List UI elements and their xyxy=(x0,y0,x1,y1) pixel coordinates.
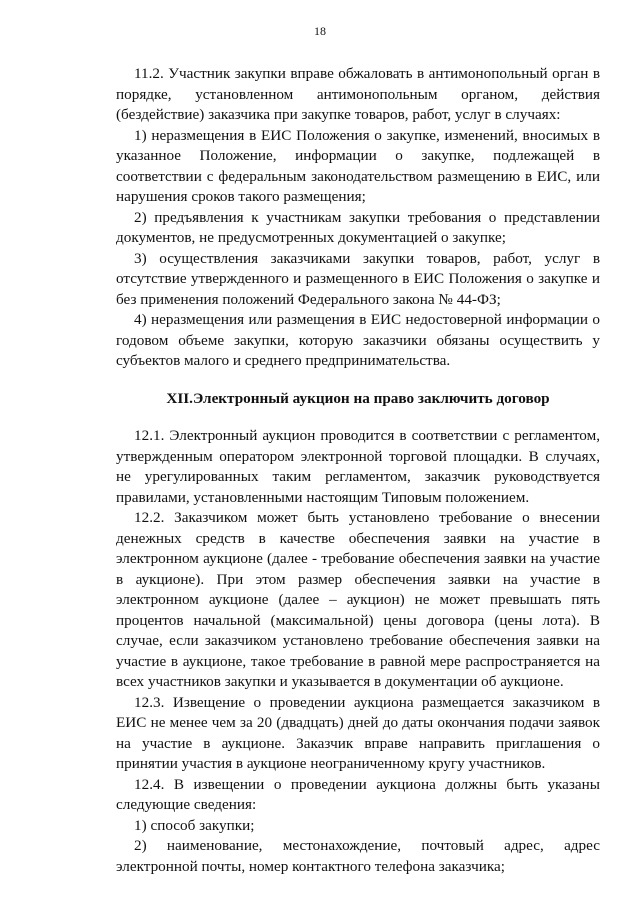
list-item-12-4-1: 1) способ закупки; xyxy=(134,816,255,834)
page-number: 18 xyxy=(314,24,326,38)
paragraph-12-1: 12.1. Электронный аукцион проводится в соответствии с регламентом, утвержденным оператором электронной торговой площадки. В случаях, не урегулированных таким регламентом, заказчик руководствуется правилами, установленными настоящим Типовым положением. xyxy=(116,427,600,506)
list-item-11-2-4: 4) неразмещения или размещения в ЕИС недостоверной информации о годовом объеме закупки, которую заказчики обязаны осуществить у субъектов малого и среднего предпринимательства. xyxy=(116,311,600,369)
section-heading-xii: XII.Электронный аукцион на право заключить договор xyxy=(166,389,550,407)
paragraph-12-4: 12.4. В извещении о проведении аукциона должны быть указаны следующие сведения: xyxy=(116,775,600,813)
list-item-11-2-3: 3) осуществления заказчиками закупки товаров, работ, услуг в отсутствие утвержденного и размещенного в ЕИС Положения о закупке и без применения положений Федерального закона № 44-ФЗ; xyxy=(116,249,600,308)
list-item-12-4-2: 2) наименование, местонахождение, почтовый адрес, адрес электронной почты, номер контактного телефона заказчика; xyxy=(116,837,600,875)
paragraph-11-2: 11.2. Участник закупки вправе обжаловать в антимонопольный орган в порядке, установленном антимонопольным органом, действия (бездействие) заказчика при закупке товаров, работ, услуг в случаях: xyxy=(116,65,600,123)
paragraph-12-3: 12.3. Извещение о проведении аукциона размещается заказчиком в ЕИС не менее чем за 20 (двадцать) дней до даты окончания подачи заявок на участие в аукционе. Заказчик вправе направить приглашения о принятии участия в аукционе неограниченному кругу участников. xyxy=(116,693,600,772)
paragraph-12-2: 12.2. Заказчиком может быть установлено требование о внесении денежных средств в качестве обеспечения заявки на участие в электронном аукционе (далее - требование обеспечения заявки на участие в аукционе). При этом размер обеспечения заявки на участие в электронном аукционе (далее – аукцион) не может превышать пять процентов начальной (максимальной) цены договора (цены лота). В случае, если заказчиком установлено требование обеспечения заявки на участие в аукционе, такое требование в равной мере распространяется на всех участников закупки и указывается в документации об аукционе. xyxy=(116,509,600,690)
document-body xyxy=(116,64,600,877)
list-item-11-2-2: 2) предъявления к участникам закупки требования о представлении документов, не предусмотренных документацией о закупке; xyxy=(116,208,600,246)
list-item-11-2-1: 1) неразмещения в ЕИС Положения о закупке, изменений, вносимых в указанное Положение, информации о закупке, подлежащей в соответствии с федеральным законодательством размещению в ЕИС, или нарушения сроков такого размещения; xyxy=(116,126,600,205)
